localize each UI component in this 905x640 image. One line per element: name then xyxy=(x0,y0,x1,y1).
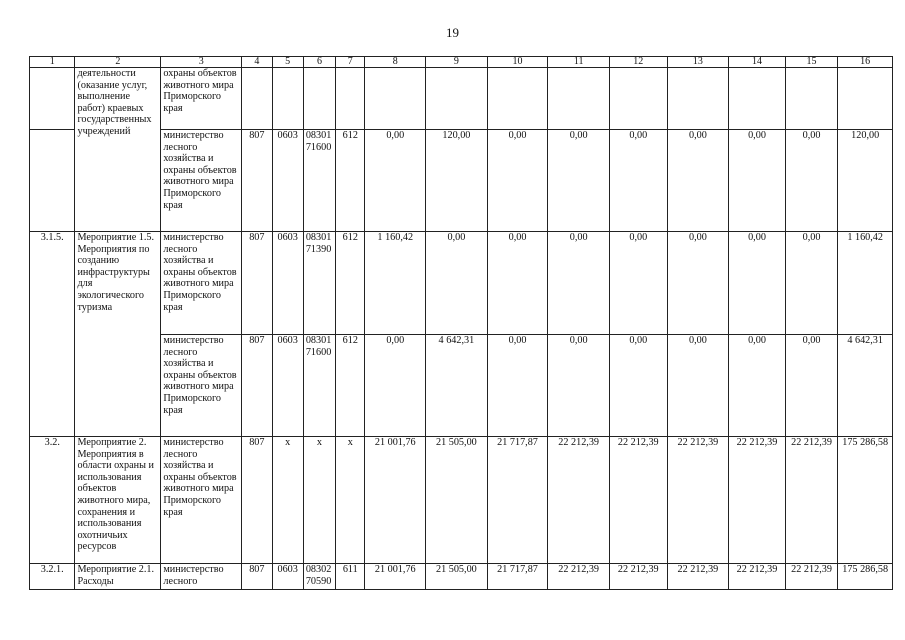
row-number: 3.2.1. xyxy=(30,564,75,590)
cell-col10: 0,00 xyxy=(487,232,548,335)
cell-col15: 0,00 xyxy=(785,232,838,335)
cell-col7: 612 xyxy=(336,130,365,232)
cell-col6: 08301 71600 xyxy=(303,335,335,437)
cell-col10: 21 717,87 xyxy=(487,564,548,590)
cell-col11: 0,00 xyxy=(548,335,610,437)
row-number: 3.2. xyxy=(30,437,75,564)
cell-col4 xyxy=(242,68,272,130)
cell-col12: 0,00 xyxy=(609,335,667,437)
cell-col9: 120,00 xyxy=(426,130,488,232)
column-header: 14 xyxy=(729,57,786,68)
cell-col13: 22 212,39 xyxy=(667,564,729,590)
cell-col14: 0,00 xyxy=(729,130,786,232)
cell-col14: 0,00 xyxy=(729,335,786,437)
table-row xyxy=(30,232,893,335)
cell-col8 xyxy=(365,68,426,130)
row-number xyxy=(30,130,75,232)
responsible-org: министерство лесного хозяйства и охраны объектов животного мира Приморского края xyxy=(161,130,242,232)
cell-col8: 0,00 xyxy=(365,130,426,232)
table-row xyxy=(30,564,893,590)
cell-col6: 08302 70590 xyxy=(303,564,335,590)
row-number: 3.1.5. xyxy=(30,232,75,437)
cell-col5: x xyxy=(272,437,303,564)
cell-col6: 08301 71390 xyxy=(303,232,335,335)
column-header: 4 xyxy=(242,57,272,68)
row-number xyxy=(30,68,75,130)
cell-col12 xyxy=(609,68,667,130)
responsible-org: охраны объектов животного мира Приморского края xyxy=(161,68,242,130)
cell-col15: 0,00 xyxy=(785,335,838,437)
cell-col4: 807 xyxy=(242,564,272,590)
cell-col5 xyxy=(272,68,303,130)
column-header: 16 xyxy=(838,57,893,68)
cell-col8: 21 001,76 xyxy=(365,564,426,590)
measure-name: Мероприятие 2.1. Расходы xyxy=(75,564,161,590)
column-header: 9 xyxy=(426,57,488,68)
cell-col16: 1 160,42 xyxy=(838,232,893,335)
cell-col9: 4 642,31 xyxy=(426,335,488,437)
cell-col10: 0,00 xyxy=(487,335,548,437)
cell-col13: 0,00 xyxy=(667,335,729,437)
responsible-org: министерство лесного xyxy=(161,564,242,590)
column-header: 15 xyxy=(785,57,838,68)
cell-col9: 0,00 xyxy=(426,232,488,335)
column-header: 7 xyxy=(336,57,365,68)
column-header: 3 xyxy=(161,57,242,68)
cell-col16: 4 642,31 xyxy=(838,335,893,437)
cell-col10 xyxy=(487,68,548,130)
column-header: 1 xyxy=(30,57,75,68)
cell-col15: 22 212,39 xyxy=(785,564,838,590)
cell-col15: 22 212,39 xyxy=(785,437,838,564)
cell-col14: 0,00 xyxy=(729,232,786,335)
cell-col11: 22 212,39 xyxy=(548,564,610,590)
cell-col11: 0,00 xyxy=(548,232,610,335)
cell-col8: 0,00 xyxy=(365,335,426,437)
cell-col13: 0,00 xyxy=(667,232,729,335)
column-header: 12 xyxy=(609,57,667,68)
cell-col11 xyxy=(548,68,610,130)
cell-col16 xyxy=(838,68,893,130)
header-row xyxy=(30,57,893,68)
cell-col15 xyxy=(785,68,838,130)
cell-col12: 22 212,39 xyxy=(609,437,667,564)
cell-col8: 21 001,76 xyxy=(365,437,426,564)
cell-col14: 22 212,39 xyxy=(729,437,786,564)
cell-col13 xyxy=(667,68,729,130)
cell-col7: 612 xyxy=(336,335,365,437)
cell-col7 xyxy=(336,68,365,130)
cell-col4: 807 xyxy=(242,130,272,232)
cell-col10: 0,00 xyxy=(487,130,548,232)
cell-col5: 0603 xyxy=(272,564,303,590)
cell-col6: x xyxy=(303,437,335,564)
cell-col13: 0,00 xyxy=(667,130,729,232)
cell-col12: 0,00 xyxy=(609,130,667,232)
cell-col14 xyxy=(729,68,786,130)
column-header: 13 xyxy=(667,57,729,68)
cell-col9: 21 505,00 xyxy=(426,437,488,564)
cell-col4: 807 xyxy=(242,335,272,437)
page-number: 19 xyxy=(446,25,459,40)
cell-col7: 611 xyxy=(336,564,365,590)
cell-col13: 22 212,39 xyxy=(667,437,729,564)
column-header: 11 xyxy=(548,57,610,68)
cell-col16: 175 286,58 xyxy=(838,437,893,564)
responsible-org: министерство лесного хозяйства и охраны объектов животного мира Приморского края xyxy=(161,335,242,437)
cell-col11: 0,00 xyxy=(548,130,610,232)
responsible-org: министерство лесного хозяйства и охраны объектов животного мира Приморского края xyxy=(161,437,242,564)
cell-col7: x xyxy=(336,437,365,564)
measure-name: Мероприятие 1.5. Мероприятия по созданию инфраструктуры для экологического туризма xyxy=(75,232,161,437)
column-header: 6 xyxy=(303,57,335,68)
cell-col5: 0603 xyxy=(272,130,303,232)
cell-col11: 22 212,39 xyxy=(548,437,610,564)
table-row xyxy=(30,437,893,564)
cell-col6 xyxy=(303,68,335,130)
measure-name: деятельности (оказание услуг, выполнение работ) краевых государственных учреждений xyxy=(75,68,161,232)
cell-col7: 612 xyxy=(336,232,365,335)
cell-col5: 0603 xyxy=(272,335,303,437)
column-header: 2 xyxy=(75,57,161,68)
cell-col6: 08301 71600 xyxy=(303,130,335,232)
cell-col12: 0,00 xyxy=(609,232,667,335)
column-header: 8 xyxy=(365,57,426,68)
cell-col14: 22 212,39 xyxy=(729,564,786,590)
budget-table xyxy=(29,56,893,590)
cell-col4: 807 xyxy=(242,232,272,335)
responsible-org: министерство лесного хозяйства и охраны объектов животного мира Приморского края xyxy=(161,232,242,335)
cell-col9 xyxy=(426,68,488,130)
cell-col16: 120,00 xyxy=(838,130,893,232)
cell-col9: 21 505,00 xyxy=(426,564,488,590)
column-header: 5 xyxy=(272,57,303,68)
cell-col10: 21 717,87 xyxy=(487,437,548,564)
cell-col15: 0,00 xyxy=(785,130,838,232)
measure-name: Мероприятие 2. Мероприятия в области охраны и использования объектов животного мира, сохранения и использования охотничьих ресурсов xyxy=(75,437,161,564)
cell-col12: 22 212,39 xyxy=(609,564,667,590)
cell-col16: 175 286,58 xyxy=(838,564,893,590)
cell-col5: 0603 xyxy=(272,232,303,335)
cell-col4: 807 xyxy=(242,437,272,564)
column-header: 10 xyxy=(487,57,548,68)
table-row xyxy=(30,68,893,130)
cell-col8: 1 160,42 xyxy=(365,232,426,335)
